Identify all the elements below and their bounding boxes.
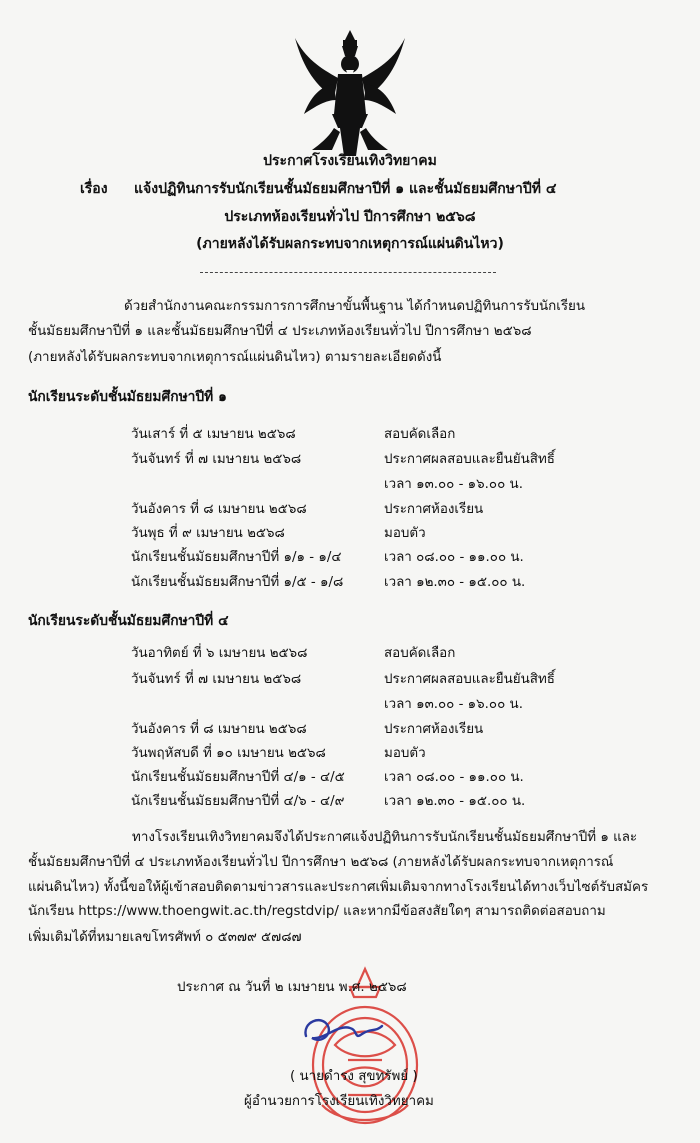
m1-row-detail: ประกาศผลสอบและยืนยันสิทธิ์ (384, 452, 555, 467)
intro-line-1: ด้วยสำนักงานคณะกรรมการการศึกษาขั้นพื้นฐาน ได้กำหนดปฏิทินการรับนักเรียน (124, 299, 586, 314)
m1-row-detail: เวลา ๑๓.๐๐ - ๑๖.๐๐ น. (384, 477, 523, 492)
m4-row-date: นักเรียนชั้นมัธยมศึกษาปีที่ ๔/๖ - ๔/๙ (131, 794, 345, 809)
closing-line-5: เพิ่มเติมได้ที่หมายเลขโทรศัพท์ ๐ ๕๓๗๙ ๕๗๘๗ (28, 930, 302, 945)
m1-row-date: นักเรียนชั้นมัธยมศึกษาปีที่ ๑/๕ - ๑/๘ (131, 575, 344, 590)
intro-line-3: (ภายหลังได้รับผลกระทบจากเหตุการณ์แผ่นดินไหว) ตามรายละเอียดดังนี้ (28, 350, 442, 365)
intro-line-2: ชั้นมัธยมศึกษาปีที่ ๑ และชั้นมัธยมศึกษาปีที่ ๔ ประเภทห้องเรียนทั่วไป ปีการศึกษา ๒๕๖๘ (28, 324, 532, 339)
closing-line-4: นักเรียน https://www.thoengwit.ac.th/regstdvip/ และหากมีข้อสงสัยใดๆ สามารถติดต่อสอบถาม (28, 904, 606, 919)
garuda-emblem-icon (290, 28, 410, 160)
header-divider (200, 272, 496, 273)
m4-row-detail: ประกาศห้องเรียน (384, 722, 484, 737)
m4-row-detail: เวลา ๐๘.๐๐ - ๑๑.๐๐ น. (384, 770, 524, 785)
m4-row-detail: มอบตัว (384, 746, 426, 761)
subject-line-2: ประเภทห้องเรียนทั่วไป ปีการศึกษา ๒๕๖๘ (224, 209, 476, 225)
closing-line-3: แผ่นดินไหว) ทั้งนี้ขอให้ผู้เข้าสอบติดตามข่าวสารและประกาศเพิ่มเติมจากทางโรงเรียนได้ทางเว็บไซต์รับสมัคร (28, 880, 649, 895)
m4-heading: นักเรียนระดับชั้นมัธยมศึกษาปีที่ ๔ (28, 613, 229, 629)
subject-line-3: (ภายหลังได้รับผลกระทบจากเหตุการณ์แผ่นดินไหว) (196, 236, 504, 252)
m4-row-detail: เวลา ๑๒.๓๐ - ๑๕.๐๐ น. (384, 794, 526, 809)
subject-label: เรื่อง (80, 181, 108, 197)
announce-date: ประกาศ ณ วันที่ ๒ เมษายน พ.ศ. ๒๕๖๘ (177, 980, 407, 995)
m1-row-detail: สอบคัดเลือก (384, 427, 456, 442)
m1-row-date: วันเสาร์ ที่ ๕ เมษายน ๒๕๖๘ (131, 427, 296, 442)
subject-line-1: แจ้งปฏิทินการรับนักเรียนชั้นมัธยมศึกษาปีที่ ๑ และชั้นมัธยมศึกษาปีที่ ๔ (134, 181, 557, 197)
signatory-name: ( นายดำรง สุขทรัพย์ ) (290, 1069, 418, 1084)
m4-row-detail: เวลา ๑๓.๐๐ - ๑๖.๐๐ น. (384, 697, 523, 712)
m4-row-date: วันอังคาร ที่ ๘ เมษายน ๒๕๖๘ (131, 722, 307, 737)
closing-line-2: ชั้นมัธยมศึกษาปีที่ ๔ ประเภทห้องเรียนทั่วไป ปีการศึกษา ๒๕๖๘ (ภายหลังได้รับผลกระทบจากเหตุการณ์ (28, 855, 614, 870)
announcement-title: ประกาศโรงเรียนเทิงวิทยาคม (263, 153, 437, 169)
m1-row-date: นักเรียนชั้นมัธยมศึกษาปีที่ ๑/๑ - ๑/๔ (131, 550, 342, 565)
m1-row-detail: ประกาศห้องเรียน (384, 502, 484, 517)
closing-line-1: ทางโรงเรียนเทิงวิทยาคมจึงได้ประกาศแจ้งปฏิทินการรับนักเรียนชั้นมัธยมศึกษาปีที่ ๑ และ (132, 830, 638, 845)
m4-row-date: วันจันทร์ ที่ ๗ เมษายน ๒๕๖๘ (131, 672, 302, 687)
m1-heading: นักเรียนระดับชั้นมัธยมศึกษาปีที่ ๑ (28, 389, 227, 405)
signature-icon (298, 1010, 388, 1050)
m4-row-detail: ประกาศผลสอบและยืนยันสิทธิ์ (384, 672, 555, 687)
m4-row-date: วันพฤหัสบดี ที่ ๑๐ เมษายน ๒๕๖๘ (131, 746, 326, 761)
m1-row-date: วันจันทร์ ที่ ๗ เมษายน ๒๕๖๘ (131, 452, 302, 467)
m1-row-detail: เวลา ๐๘.๐๐ - ๑๑.๐๐ น. (384, 550, 524, 565)
m4-row-date: วันอาทิตย์ ที่ ๖ เมษายน ๒๕๖๘ (131, 646, 308, 661)
m4-row-date: นักเรียนชั้นมัธยมศึกษาปีที่ ๔/๑ - ๔/๕ (131, 770, 345, 785)
m4-row-detail: สอบคัดเลือก (384, 646, 456, 661)
m1-row-detail: มอบตัว (384, 526, 426, 541)
m1-row-date: วันพุธ ที่ ๙ เมษายน ๒๕๖๘ (131, 526, 285, 541)
m1-row-detail: เวลา ๑๒.๓๐ - ๑๕.๐๐ น. (384, 575, 526, 590)
m1-row-date: วันอังคาร ที่ ๘ เมษายน ๒๕๖๘ (131, 502, 307, 517)
signatory-position: ผู้อำนวยการโรงเรียนเทิงวิทยาคม (244, 1094, 434, 1109)
